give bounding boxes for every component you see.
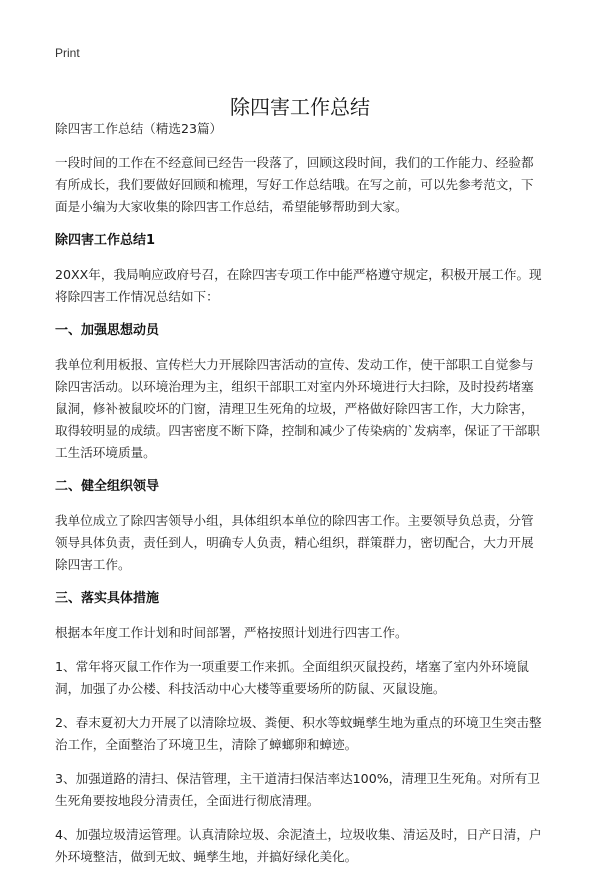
paragraph-2: 我单位成立了除四害领导小组，具体组织本单位的除四害工作。主要领导负总责，分管领导具体负责，责任到人，明确专人负责，精心组织，群策群力，密切配合，大力开展除四害工作。: [55, 513, 534, 572]
paragraph-3: 根据本年度工作计划和时间部署，严格按照计划进行四害工作。: [55, 625, 408, 640]
intro-paragraph: 一段时间的工作在不经意间已经告一段落了，回顾这段时间，我们的工作能力、经验都有所成长，我们要做好回顾和梳理，写好工作总结哦。在写之前，可以先参考范文，下面是小编为大家收集的除四害工作总结，希望能够帮助到大家。: [55, 155, 534, 214]
heading-1: 一、加强思想动员: [55, 323, 160, 338]
document-body: [55, 118, 545, 880]
list-item-3: 3、加强道路的清扫、保洁管理，主干道清扫保洁率达100%，清理卫生死角。对所有卫生死角要按地段分清责任，全面进行彻底清理。: [55, 771, 540, 808]
list-item-2: 2、春末夏初大力开展了以清除垃圾、粪便、积水等蚊蝇孳生地为重点的环境卫生突击整治工作，全面整治了环境卫生，清除了蟑螂卵和蟑迹。: [55, 715, 542, 752]
list-item-1: 1、常年将灭鼠工作作为一项重要工作来抓。全面组织灭鼠投药，堵塞了室内外环境鼠洞，加强了办公楼、科技活动中心大楼等重要场所的防鼠、灭鼠设施。: [55, 659, 529, 696]
section-intro-paragraph: 20XX年，我局响应政府号召，在除四害专项工作中能严格遵守规定，积极开展工作。现将除四害工作情况总结如下：: [55, 267, 542, 304]
paragraph-1: 我单位利用板报、宣传栏大力开展除四害活动的宣传、发动工作，使干部职工自觉参与除四害活动。以环境治理为主，组织干部职工对室内外环境进行大扫除，及时投药堵塞鼠洞，修补被鼠咬坏的门窗，清理卫生死角的垃圾，严格做好除四害工作，大力除害，取得较明显的成绩。四害密度不断下降，控制和减少了传染病的`发病率，保证了干部职工生活环境质量。: [55, 357, 540, 460]
section-title: 除四害工作总结1: [55, 233, 156, 248]
print-label[interactable]: Print: [55, 46, 80, 60]
list-item-4: 4、加强垃圾清运管理。认真清除垃圾、余泥渣土，垃圾收集、清运及时，日产日清，户外环境整洁，做到无蚊、蝇孳生地，并搞好绿化美化。: [55, 827, 542, 864]
subtitle: 除四害工作总结（精选23篇）: [55, 121, 223, 136]
page-title: 除四害工作总结: [230, 95, 370, 120]
heading-3: 三、落实具体措施: [55, 591, 160, 606]
heading-2: 二、健全组织领导: [55, 479, 160, 494]
